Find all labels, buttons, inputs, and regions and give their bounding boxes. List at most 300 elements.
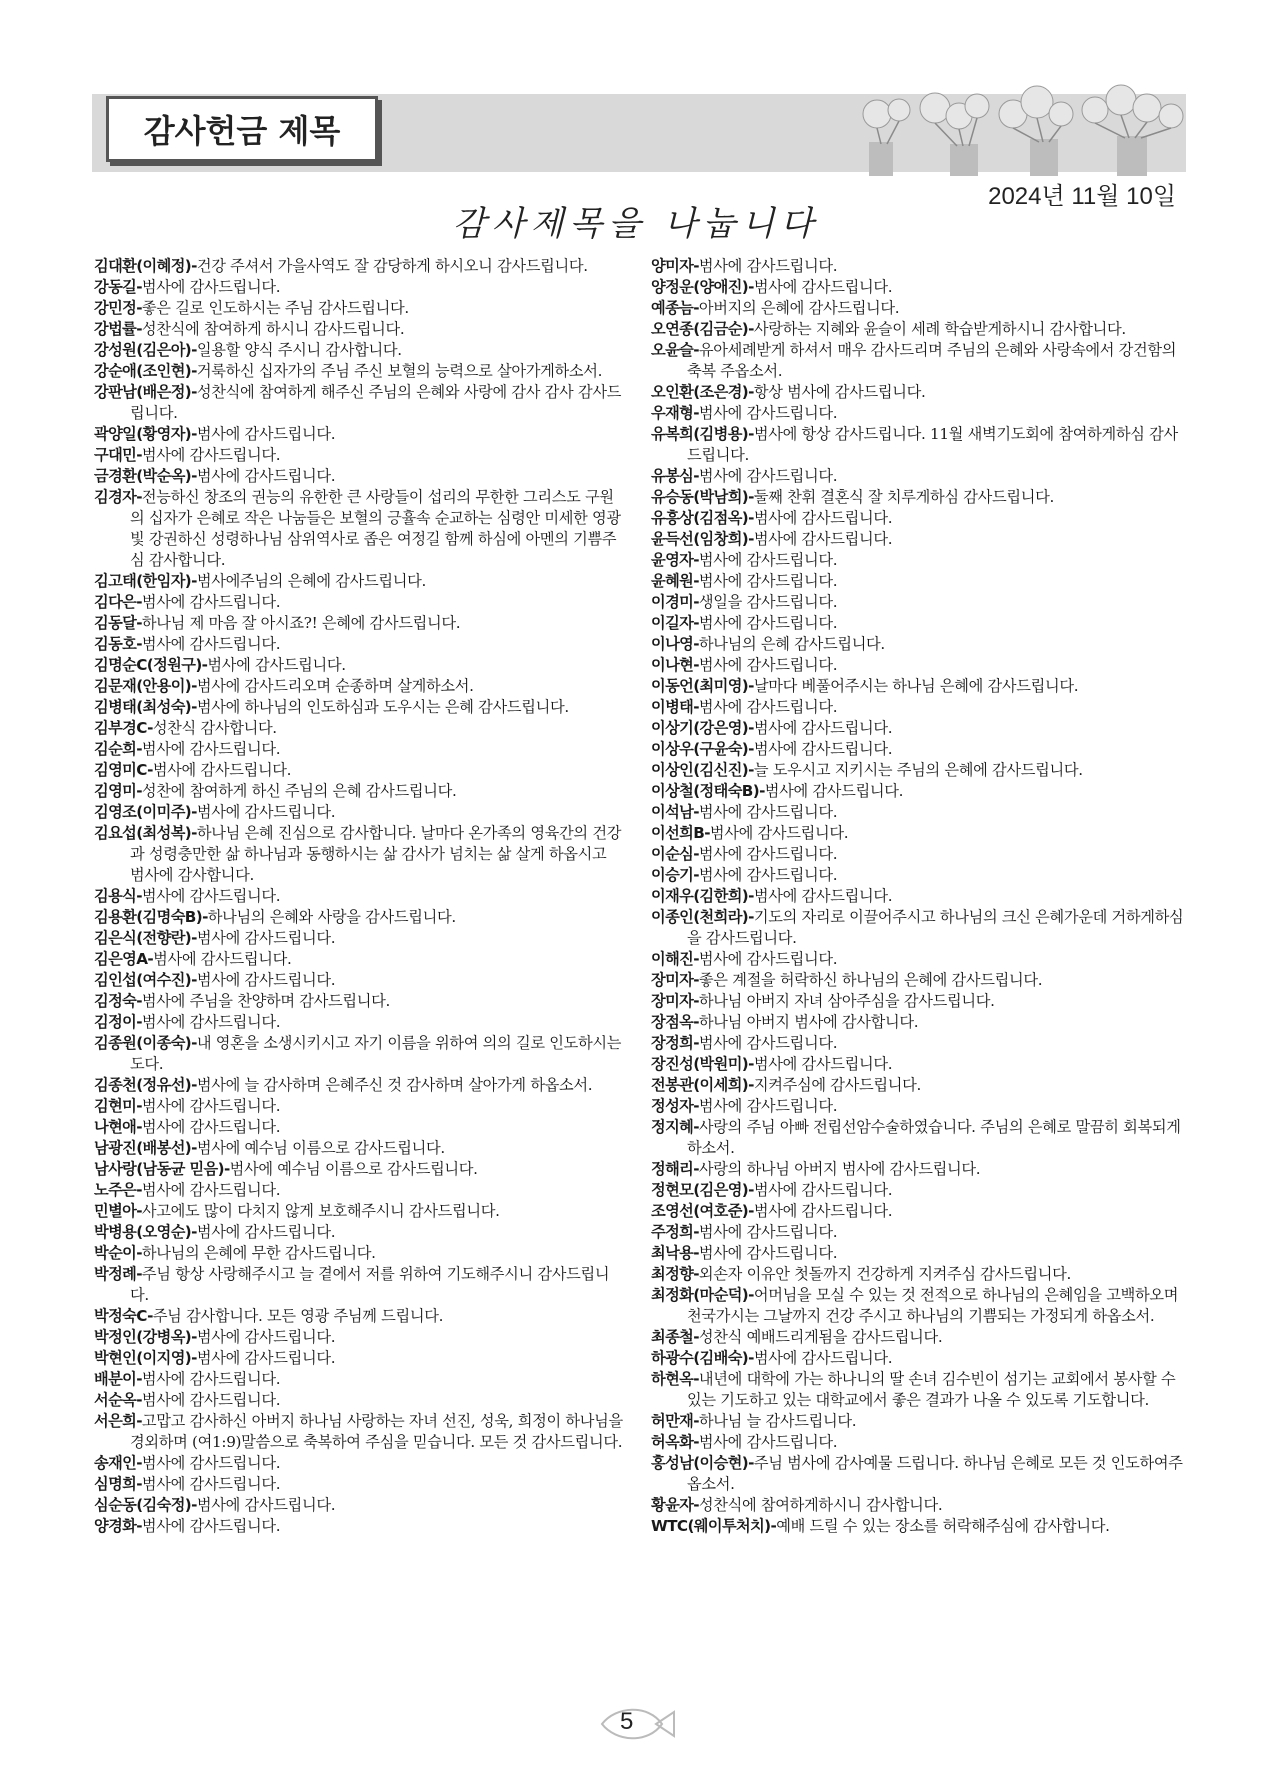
donor-name: 이상인(김신진)- [651,761,754,779]
thanks-entry [651,1222,1191,1243]
thanks-text: 고맙고 감사하신 아버지 하나님 사랑하는 자녀 선진, 성욱, 희정이 하나님을 경외하며 (여1:9)말씀으로 축복하여 주심을 믿습니다. 모든 것 감사드립니다. [130,1412,623,1451]
donor-name: WTC(웨이투처치)- [651,1517,777,1535]
thanks-entry [94,991,624,1012]
thanks-text: 범사에주님의 은혜에 감사드립니다. [196,572,426,590]
thanks-entry [651,256,1191,277]
donor-name: 김용식- [94,887,142,905]
donor-name: 윤혜원- [651,572,699,590]
thanks-text: 내년에 대학에 가는 하나니의 딸 손녀 김수빈이 섬기는 교회에서 봉사할 수 있는 기도하고 있는 대학교에서 좋은 결과가 나올 수 있도록 기도합니다. [687,1370,1176,1409]
donor-name: 이병태- [651,698,699,716]
donor-name: 허만재- [651,1412,699,1430]
thanks-text: 범사에 늘 감사하며 은혜주신 것 감사하며 살아가게 하옵소서. [196,1076,593,1094]
thanks-entry [651,298,1191,319]
thanks-entry [651,319,1191,340]
donor-name: 남사랑(남동균 믿음)- [94,1160,230,1178]
thanks-text: 하나님의 은혜에 무한 감사드립니다. [141,1244,376,1262]
page-number-text: 5 [620,1708,634,1735]
thanks-text: 하나님 은혜 진심으로 감사합니다. 날마다 온가족의 영육간의 건강과 성령충만한 삶 하나님과 동행하시는 삶 감사가 넘치는 삶 살게 하옵시고 범사에 감사합니다. [130,824,622,884]
thanks-text: 생일을 감사드립니다. [698,593,838,611]
thanks-entry [94,1180,624,1201]
thanks-entry [94,613,624,634]
thanks-text: 범사에 감사드립니다. [141,635,281,653]
thanks-text: 외손자 이유안 첫돌까지 건강하게 지켜주심 감사드립니다. [698,1265,1071,1283]
thanks-text: 건강 주셔서 가을사역도 잘 감당하게 하시오니 감사드립니다. [196,257,588,275]
thanks-entry [94,1201,624,1222]
thanks-text: 범사에 감사드립니다. [698,614,838,632]
thanks-text: 범사에 감사드립니다. [698,1034,838,1052]
donor-name: 강법률- [94,320,142,338]
thanks-text: 아버지의 은혜에 감사드립니다. [698,299,900,317]
thanks-text: 범사에 감사드립니다. [141,1475,281,1493]
thanks-entry [651,382,1191,403]
thanks-text: 범사에 감사드립니다. [196,929,336,947]
thanks-entry [651,529,1191,550]
donor-name: 박정인(강병옥)- [94,1328,197,1346]
thanks-text: 범사에 감사드립니다. [698,551,838,569]
thanks-entry [651,1159,1191,1180]
thanks-text: 지켜주심에 감사드립니다. [753,1076,921,1094]
donor-name: 김병태(최성숙)- [94,698,197,716]
thanks-entry [94,277,624,298]
thanks-text: 범사에 감사드립니다. [698,467,838,485]
thanks-text: 범사에 감사드립니다. [141,446,281,464]
donor-name: 김다은- [94,593,142,611]
thanks-entry [94,487,624,571]
thanks-entry [94,634,624,655]
donor-name: 박병용(오영순)- [94,1223,197,1241]
thanks-entry [94,1411,624,1453]
thanks-entry [94,424,624,445]
donor-name: 민별아- [94,1202,142,1220]
donor-name: 김문재(안용이)- [94,677,197,695]
thanks-text: 사고에도 많이 다치지 않게 보호해주시니 감사드립니다. [141,1202,500,1220]
thanks-text: 범사에 예수님 이름으로 감사드립니다. [229,1160,478,1178]
thanks-text: 성찬식 예배드리게됨을 감사드립니다. [698,1328,943,1346]
donor-name: 이나현- [651,656,699,674]
thanks-text: 범사에 감사드립니다. [152,761,292,779]
thanks-entry [651,424,1191,466]
thanks-text: 범사에 감사드립니다. [698,698,838,716]
thanks-text: 범사에 감사드립니다. [196,1496,336,1514]
thanks-entry [651,697,1191,718]
thanks-entry [94,676,624,697]
thanks-entry [651,487,1191,508]
donor-name: 구대민- [94,446,142,464]
thanks-entry [94,697,624,718]
thanks-text: 사랑하는 지혜와 윤슬이 세례 학습받게하시니 감사합니다. [753,320,1126,338]
thanks-text: 범사에 주님을 찬양하며 감사드립니다. [141,992,390,1010]
donor-name: 강동길- [94,278,142,296]
donor-name: 홍성남(이승현)- [651,1454,754,1472]
donor-name: 김영미C- [94,761,153,779]
donor-name: 이상우(구윤숙)- [651,740,754,758]
thanks-entry [94,781,624,802]
thanks-entry [94,319,624,340]
thanks-text: 하나님 아버지 자녀 삼아주심을 감사드립니다. [698,992,995,1010]
thanks-entry [94,361,624,382]
thanks-text: 범사에 감사드립니다. [753,1055,893,1073]
donor-name: 장진성(박원미)- [651,1055,754,1073]
thanks-entry [94,1138,624,1159]
thanks-entry [94,970,624,991]
donor-name: 주정희- [651,1223,699,1241]
thanks-text: 둘째 찬휘 결혼식 잘 치루게하심 감사드립니다. [753,488,1055,506]
donor-name: 이상철(정태숙B)- [651,782,765,800]
thanks-text: 범사에 감사드립니다. [141,278,281,296]
thanks-entry [94,1243,624,1264]
thanks-text: 범사에 감사드립니다. [753,278,893,296]
donor-name: 강민정- [94,299,142,317]
thanks-entry [651,613,1191,634]
thanks-entry [651,823,1191,844]
thanks-entry [651,571,1191,592]
donor-name: 우재형- [651,404,699,422]
right-column [651,256,1191,1537]
thanks-text: 범사에 감사드립니다. [753,1349,893,1367]
donor-name: 장미자- [651,992,699,1010]
thanks-entry [651,718,1191,739]
thanks-entry [94,1390,624,1411]
donor-name: 김영미- [94,782,142,800]
thanks-text: 범사에 감사드립니다. [698,1244,838,1262]
thanks-entry [94,802,624,823]
fish-icon [596,1702,676,1746]
thanks-text: 범사에 감사드립니다. [141,887,281,905]
donor-name: 김대환(이혜정)- [94,257,197,275]
thanks-entry [94,949,624,970]
donor-name: 정성자- [651,1097,699,1115]
donor-name: 김부경C- [94,719,153,737]
thanks-entry [94,655,624,676]
donor-name: 조영선(여호준)- [651,1202,754,1220]
donor-name: 양미자- [651,257,699,275]
thanks-text: 범사에 감사드리오며 순종하며 살게하소서. [196,677,474,695]
thanks-entry [651,781,1191,802]
donor-name: 하현옥- [651,1370,699,1388]
donor-name: 심순동(김숙정)- [94,1496,197,1514]
thanks-text: 범사에 감사드립니다. [698,572,838,590]
thanks-text: 범사에 감사드립니다. [753,530,893,548]
thanks-text: 좋은 길로 인도하시는 주님 감사드립니다. [141,299,409,317]
thanks-entry [651,1201,1191,1222]
thanks-text: 날마다 베풀어주시는 하나님 은혜에 감사드립니다. [753,677,1079,695]
thanks-text: 예배 드릴 수 있는 장소를 허락해주심에 감사합니다. [776,1517,1110,1535]
thanks-entry [651,970,1191,991]
thanks-text: 범사에 감사드립니다. [141,1097,281,1115]
thanks-text: 범사에 감사드립니다. [753,1181,893,1199]
donor-name: 오연종(김금순)- [651,320,754,338]
thanks-text: 범사에 감사드립니다. [141,1391,281,1409]
donor-name: 김순희- [94,740,142,758]
thanks-entry [94,1474,624,1495]
donor-name: 노주은- [94,1181,142,1199]
thanks-entry [651,550,1191,571]
donor-name: 송재인- [94,1454,142,1472]
donor-name: 이동언(최미영)- [651,677,754,695]
thanks-text: 범사에 감사드립니다. [141,1454,281,1472]
thanks-entry [94,592,624,613]
thanks-entry [651,1012,1191,1033]
thanks-entry [94,298,624,319]
donor-name: 김인섭(여수진)- [94,971,197,989]
donor-name: 이종인(천희라)- [651,908,754,926]
thanks-entry [651,1327,1191,1348]
thanks-entry [94,1117,624,1138]
thanks-text: 범사에 감사드립니다. [698,866,838,884]
thanks-text: 범사에 감사드립니다. [141,740,281,758]
thanks-entry [651,1432,1191,1453]
donor-name: 김현미- [94,1097,142,1115]
thanks-text: 범사에 감사드립니다. [698,404,838,422]
thanks-text: 범사에 감사드립니다. [698,1433,838,1451]
thanks-text: 성찬에 참여하게 하신 주님의 은혜 감사드립니다. [141,782,457,800]
thanks-entry [94,445,624,466]
donor-name: 박정례- [94,1265,142,1283]
thanks-entry [651,277,1191,298]
flower-illustration [855,84,1190,176]
thanks-text: 범사에 감사드립니다. [196,425,336,443]
donor-name: 서은희- [94,1412,142,1430]
donor-name: 유흥상(김점옥)- [651,509,754,527]
thanks-text: 유아세례받게 하셔서 매우 감사드리며 주님의 은혜와 사랑속에서 강건함의 축복 주옵소서. [687,341,1177,380]
donor-name: 최정화(마순덕)- [651,1286,754,1304]
issue-date: 2024년 11월 10일 [988,183,1176,210]
thanks-text: 성찬식에 참여하게 하시니 감사드립니다. [141,320,405,338]
thanks-entry [651,508,1191,529]
thanks-text: 내 영혼을 소생시키시고 자기 이름을 위하여 의의 길로 인도하시는도다. [130,1034,622,1073]
thanks-text: 성찬식 감사합니다. [152,719,277,737]
thanks-entry [651,1054,1191,1075]
donor-name: 이순심- [651,845,699,863]
donor-name: 박정숙C- [94,1307,153,1325]
donor-name: 유승동(박남희)- [651,488,754,506]
donor-name: 장정희- [651,1034,699,1052]
donor-name: 김종원(이종숙)- [94,1034,197,1052]
thanks-entry [651,1411,1191,1432]
donor-name: 하광수(김배숙)- [651,1349,754,1367]
thanks-entry [651,1117,1191,1159]
donor-name: 오윤슬- [651,341,699,359]
donor-name: 박순이- [94,1244,142,1262]
thanks-entry [651,907,1191,949]
thanks-entry [651,655,1191,676]
donor-name: 이승기- [651,866,699,884]
thanks-text: 범사에 감사드립니다. [698,656,838,674]
thanks-text: 범사에 감사드립니다. [698,803,838,821]
thanks-text: 범사에 감사드립니다. [764,782,904,800]
thanks-text: 범사에 하나님의 인도하심과 도우시는 은혜 감사드립니다. [196,698,569,716]
thanks-entry [94,382,624,424]
thanks-entry [94,823,624,886]
thanks-text: 어머님을 모실 수 있는 것 전적으로 하나님의 은혜임을 고백하오며 천국가시는 그날까지 건강 주시고 하나님의 기쁨되는 가정되게 하옵소서. [687,1286,1179,1325]
thanks-entry [651,1033,1191,1054]
donor-name: 김명순C(정원구)- [94,656,208,674]
thanks-text: 범사에 감사드립니다. [753,740,893,758]
donor-name: 나현애- [94,1118,142,1136]
thanks-text: 범사에 감사드립니다. [698,1097,838,1115]
donor-name: 이해진- [651,950,699,968]
donor-name: 김동호- [94,635,142,653]
donor-name: 예종늠- [651,299,699,317]
thanks-text: 주님 감사합니다. 모든 영광 주님께 드립니다. [152,1307,444,1325]
thanks-entry [651,403,1191,424]
donor-name: 정해리- [651,1160,699,1178]
thanks-entry [651,949,1191,970]
thanks-text: 범사에 감사드립니다. [698,950,838,968]
donor-name: 정지혜- [651,1118,699,1136]
thanks-text: 범사에 감사드립니다. [141,1517,281,1535]
thanks-text: 하나님의 은혜 감사드립니다. [698,635,885,653]
donor-name: 이선희B- [651,824,710,842]
donor-name: 강순애(조인현)- [94,362,197,380]
donor-name: 이길자- [651,614,699,632]
section-subtitle: 감사제목을 나눕니다 [452,204,820,244]
thanks-entry [94,466,624,487]
thanks-text: 주님 범사에 감사예물 드립니다. 하나님 은혜로 모든 것 인도하여주옵소서. [687,1454,1183,1493]
thanks-entry [94,340,624,361]
thanks-entry [651,1243,1191,1264]
donor-name: 김용환(김명숙B)- [94,908,208,926]
thanks-text: 거룩하신 십자가의 주님 주신 보혈의 능력으로 살아가게하소서. [196,362,603,380]
donor-name: 이경미- [651,593,699,611]
thanks-text: 범사에 감사드립니다. [153,950,292,968]
donor-name: 김종천(정유선)- [94,1076,197,1094]
thanks-entry [94,760,624,781]
thanks-text: 범사에 감사드립니다. [753,887,893,905]
thanks-text: 범사에 감사드립니다. [141,1118,281,1136]
thanks-entry [651,1453,1191,1495]
thanks-entry [651,1180,1191,1201]
donor-name: 최종철- [651,1328,699,1346]
thanks-entry [94,1075,624,1096]
donor-name: 정현모(김은영)- [651,1181,754,1199]
thanks-entry [94,886,624,907]
thanks-text: 범사에 항상 감사드립니다. 11월 새벽기도회에 참여하게하심 감사드립니다. [687,425,1178,464]
thanks-text: 성찬식에 참여하게하시니 감사합니다. [698,1496,943,1514]
thanks-text: 범사에 감사드립니다. [141,1370,281,1388]
thanks-entry [94,1159,624,1180]
thanks-entry [651,1285,1191,1327]
thanks-entry [94,907,624,928]
thanks-entry [651,844,1191,865]
thanks-text: 범사에 감사드립니다. [698,1223,838,1241]
donor-name: 황윤자- [651,1496,699,1514]
donor-name: 금경환(박순옥)- [94,467,197,485]
thanks-text: 전능하신 창조의 권능의 유한한 큰 사랑들이 섭리의 무한한 그리스도 구원의 십자가 은혜로 작은 나눔들은 보혈의 긍휼속 순교하는 심령안 미세한 영광빛 강권하신 성령하나님 삼위역사로 좁은 여정길 함께 하심에 아멘의 기쁨주심 감사합니다. [130,488,621,569]
donor-name: 이상기(강은영)- [651,719,754,737]
thanks-text: 범사에 감사드립니다. [753,719,893,737]
thanks-entry [651,1096,1191,1117]
donor-name: 양정운(양애진)- [651,278,754,296]
thanks-text: 범사에 감사드립니다. [196,1349,336,1367]
thanks-text: 범사에 감사드립니다. [196,803,336,821]
thanks-text: 범사에 감사드립니다. [753,509,893,527]
donor-name: 유복희(김병용)- [651,425,754,443]
donor-name: 강성원(김은아)- [94,341,197,359]
donor-name: 이재우(김한희)- [651,887,754,905]
thanks-text: 범사에 감사드립니다. [196,971,336,989]
donor-name: 장점옥- [651,1013,699,1031]
thanks-text: 좋은 계절을 허락하신 하나님의 은혜에 감사드립니다. [698,971,1043,989]
donor-name: 김정숙- [94,992,142,1010]
thanks-entry [94,571,624,592]
thanks-entry [94,1306,624,1327]
donor-name: 서순옥- [94,1391,142,1409]
thanks-text: 하나님의 은혜와 사랑을 감사드립니다. [207,908,456,926]
thanks-entry [651,991,1191,1012]
thanks-entry [94,1222,624,1243]
donor-name: 유봉심- [651,467,699,485]
thanks-entry [651,865,1191,886]
thanks-entry [94,928,624,949]
donor-name: 곽양일(황영자)- [94,425,197,443]
thanks-entry [651,676,1191,697]
donor-name: 김고태(한임자)- [94,572,197,590]
thanks-entry [94,718,624,739]
thanks-text: 범사에 감사드립니다. [753,1202,893,1220]
thanks-entry [94,1453,624,1474]
thanks-text: 범사에 감사드립니다. [698,845,838,863]
donor-name: 김동달- [94,614,142,632]
page-number [596,1702,676,1746]
thanks-text: 범사에 감사드립니다. [141,593,281,611]
thanks-entry [94,1264,624,1306]
thanks-entry [94,739,624,760]
thanks-text: 범사에 감사드립니다. [709,824,849,842]
thanks-entry [651,1495,1191,1516]
donor-name: 김정이- [94,1013,142,1031]
thanks-text: 사랑의 주님 아빠 전립선암수술하였습니다. 주님의 은혜로 말끔히 회복되게 하소서. [687,1118,1181,1157]
thanks-entry [651,1348,1191,1369]
thanks-entry [651,1369,1191,1411]
thanks-entry [651,340,1191,382]
thanks-entry [94,1033,624,1075]
thanks-text: 범사에 감사드립니다. [196,467,336,485]
donor-name: 배분이- [94,1370,142,1388]
thanks-text: 범사에 감사드립니다. [196,1223,336,1241]
thanks-text: 성찬식에 참여하게 해주신 주님의 은혜와 사랑에 감사 감사 감사드립니다. [130,383,622,422]
donor-name: 김영조(이미주)- [94,803,197,821]
thanks-text: 범사에 감사드립니다. [141,1013,281,1031]
donor-name: 최정향- [651,1265,699,1283]
donor-name: 이석남- [651,803,699,821]
thanks-entry [651,592,1191,613]
page-title: 감사헌금 제목 [106,96,378,162]
thanks-text: 늘 도우시고 지키시는 주님의 은혜에 감사드립니다. [753,761,1083,779]
thanks-entry [94,1369,624,1390]
donor-name: 허옥화- [651,1433,699,1451]
thanks-text: 일용할 양식 주시니 감사합니다. [196,341,402,359]
donor-name: 남광진(배봉선)- [94,1139,197,1157]
thanks-text: 하나님 제 마음 잘 아시죠?! 은혜에 감사드립니다. [141,614,461,632]
thanks-text: 하나님 아버지 범사에 감사합니다. [698,1013,919,1031]
thanks-entry [651,739,1191,760]
thanks-entry [94,1096,624,1117]
thanks-entry [651,466,1191,487]
thanks-text: 범사에 감사드립니다. [196,1328,336,1346]
thanks-entry [651,1075,1191,1096]
thanks-entry [94,1327,624,1348]
donor-name: 오인환(조은경)- [651,383,754,401]
left-column [94,256,624,1537]
thanks-entry [94,1495,624,1516]
thanks-entry [651,802,1191,823]
donor-name: 윤득선(임창희)- [651,530,754,548]
thanks-text: 주님 항상 사랑해주시고 늘 곁에서 저를 위하여 기도해주시니 감사드립니다. [130,1265,610,1304]
thanks-entry [94,256,624,277]
donor-name: 김요섭(최성복)- [94,824,197,842]
thanks-entry [651,886,1191,907]
